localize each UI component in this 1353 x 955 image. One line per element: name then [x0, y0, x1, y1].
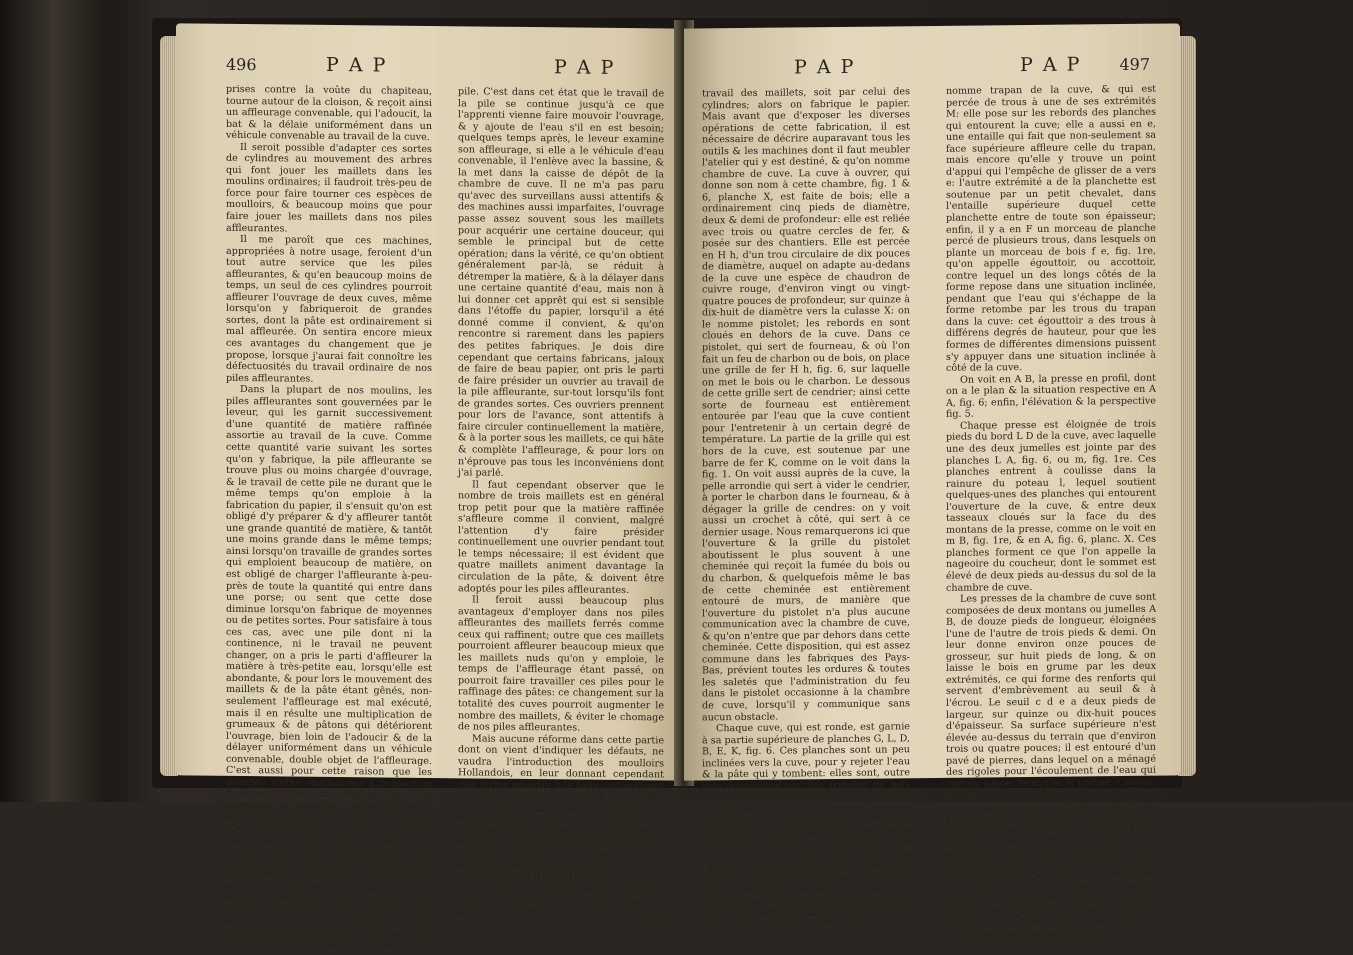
paragraph: Il faut cependant observer que le nombre de trois maillets est en général trop petit pour que la matière raffinée s'affleure comme il convient, malgré l'attention d'y faire présider continuellement une ouvrier pendant tout le temps nécessaire; il est évident que quatre maillets animent davantage la circulation de la pâte, & doivent être adoptés pour les piles affleurantes.: [458, 479, 664, 596]
paragraph: Mais aucune réforme dans cette partie dont on vient d'indiquer les défauts, ne vaudra l'introduction des moulloirs Hollandois, en leur donnant cependant une forme assortie à la force qui pourroit les faire mouvoir. J'insiste sur cette réforme, parce que je suis convaincu que cette addition faite à nos moulins à maillets, produiroit une amélioration dans nos pâtes. Amélioration dont l'examen de la plupart de nos papiers, même les plus soignés, démontre la nécessité.: [458, 733, 664, 873]
paragraph: Il feroit aussi beaucoup plus avantageux d'employer dans nos piles affleurantes des maillets ferrés comme ceux qui raffinent; outre que ces maillets pourroient affleurer beaucoup mieux que les maillets nuds qu'on y emploie, le temps de l'affleurage étant passé, on pourroit faire travailler ces piles pour le raffinage des pâtes: ce changement sur la totalité des cuves pourroit augmenter le nombre des maillets, & éviter le chomage de nos piles affleurantes.: [458, 594, 664, 734]
right-head-word-1: P A P: [794, 55, 856, 79]
left-running-head: [176, 51, 686, 84]
volume-footer: Arts & Métiers. Tom. V. Part. II.: [732, 917, 886, 931]
left-column-2: [458, 86, 664, 931]
left-page: [176, 23, 686, 952]
paragraph: pile. C'est dans cet état que le travail de la pile se continue jusqu'à ce que l'apprenti vienne faire mouvoir l'ouvrage, & y ajoute de l'eau s'il en est besoin; quelques temps après, le leveur examine son affleurage, si elle a le véhicule d'eau convenable, il l'enlève avec la bassine, & la met dans la caisse de dépôt de la chambre de cuve. Il ne m'a pas paru qu'avec des surveillans aussi attentifs & des machines aussi imparfaites, l'ouvrage passe assez souvent sous les maillets pour acquérir une certaine douceur, qui semble le principal but de cette opération; dans la vérité, ce qu'on obtient généralement par-là, se réduit à détremper la matière, & à la délayer dans une certaine quantité d'eau, mais non à lui donner cet apprêt qui est si sensible dans l'étoffe du papier, lorsqu'il a été donné comme il convient, & qu'on rencontre si rarement dans les papiers des petites fabriques. Je dois dire cependant que certains fabricans, jaloux de faire de beau papier, ont pris le parti de faire présider un ouvrier au travail de la pile affleurante, sur-tout lorsqu'ils font de grandes sortes. Ces ouvriers prennent pour lors de l'avance, sont attentifs à faire circuler continuellement la matière, & à la porter sous les maillets, ce qui hâte & complète l'affleurage, & pour lors on n'éprouve pas tous les inconvéniens dont j'ai parlé.: [458, 86, 664, 479]
left-head-word-2: P A P: [554, 56, 616, 79]
right-running-head: [684, 51, 1180, 84]
paragraph: Les presses de la chambre de cuve sont composées de deux montans ou jumelles A B, de douze pieds de longueur, éloignées l'une de l'autre de trois pieds & demi. On leur donne environ onze pouces de grosseur, sur huit pieds de long, & on laisse le bois en grume par les deux extrémités, ce qui forme des renforts qui servent d'embrèvement au seuil & à l'écrou. Le seuil c d e a deux pieds de largeur, sur quinze ou dix-huit pouces d'épaisseur. Sa surface supérieure n'est élevée au-dessus du terrain que d'environ trois ou quatre pouces; il est entouré d'un pavé de pierres, dans lequel on a ménagé des rigoles pour l'écoulement de l'eau qui sort du papier lorsqu'on le presse. L'écrou, de bois d'orme, a cinq pieds quatre pouces de longueur, sur dix-huit pouces de grosseur; il est assemblé avec les jumelles par le moyen de tenons à renfort & de boulons à vis C D. Aux faces intérieures opposées des deux jumelles, sont pratiquées deux rainures, dont on peut voir le plan fig. 6 en A A: ces rainures reçoivent les tenons du plateau ou banc de presse G H, suspendu à la tête de la vis P X, par un boulon de fer qu'on appelle moine, dont la tête appuie sous la planche N sur laquelle, lors de la pression,: [946, 591, 1156, 940]
left-head-word-1: P A P: [326, 53, 388, 77]
paragraph: Chaque cuve, qui est ronde, est garnie à sa partie supérieure de planches G, L, D, B, E, K, fig. 6. Ces planches sont un peu inclinées vers la cuve, pour y rejeter l'eau & la pâte qui y tombent: elles sont, outre cela, rebordées par des tringles de bois qui empêchent la matière de se répandre au dehors. La place B, où se met l'ouvrier, est appelée la nageoire; elle a environ vingt pouces de largeur, & les côtés environ six pouces de profondeur; les planches qui forment cette espèce de caisse, descendent jusqu'au pavé: leur sommet doit se trouver un peu plus haut que la ceinture de l'ouvrier, fig. 1re. L'ouverture de la cuve est traversée par une planche M d, qu'on: [702, 721, 910, 920]
paragraph: Chaque presse est éloignée de trois pieds du bord L D de la cuve, avec laquelle une des deux jumelles est jointe par des planches L A, fig. 6, ou m, fig. 1re. Ces planches entrent à coulisse dans la rainure du poteau l, lequel soutient quelques-unes des planches qui entourent l'ouverture de la cuve, & entre deux tasseaux cloués sur la face du des montans de la presse, comme on le voit en m B, fig. 1re, & en A, fig. 6, planc. X. Ces planches forment ce que l'on appelle la nageoire du coucheur, dont le sommet est élevé de deux pieds au-dessus du sol de la chambre de cuve.: [946, 418, 1156, 594]
paragraph: On voit en A B, la presse en profil, dont on a le plan & la situation respective en A A, fig. 6; enfin, l'élévation & la perspective fig. 5.: [946, 372, 1156, 421]
right-head-word-2: P A P: [1020, 53, 1082, 77]
paragraph: travail des maillets, soit par celui des cylindres; alors on fabrique le papier. Mais avant que d'exposer les diverses opérations de cette fabrication, il est nécessaire de décrire auparavant tous les outils & les machines dont il faut meubler l'atelier qui y est destiné, & qu'on nomme chambre de cuve. La cuve à ouvrer, qui donne son nom à cette chambre, fig. 1 & 6, planche X, est faite de bois; elle a ordinairement cinq pieds de diamètre, deux & demi de profondeur: elle est reliée avec trois ou quatre cercles de fer, & posée sur des chantiers. Elle est percée en H h, d'un trou circulaire de dix pouces de diamètre, auquel on adapte au-dedans de la cuve une espèce de chaudron de cuivre rouge, d'environ vingt ou vingt-quatre pouces de profondeur, sur quinze à dix-huit de diamètre vers la culasse X: on le nomme pistolet; les rebords en sont cloués en dehors de la cuve. Dans ce pistolet, qui sert de fourneau, & où l'on fait un feu de charbon ou de bois, on place une grille de fer H h, fig. 6, sur laquelle on met le bois ou le charbon. Le dessous de cette grille sert de cendrier; ainsi cette sorte de fourneau est entièrement entourée par l'eau que la cuve contient pour l'entretenir à un certain degré de température. La partie de la grille qui est hors de la cuve, est soutenue par une barre de fer K, comme on le voit dans la fig. 1. On voit aussi auprès de la cuve, la pelle arrondie qui sert à vider le cendrier, à porter le charbon dans le fourneau, & à dégager la grille de cendres: on y voit aussi un crochet à côté, qui sert à ce dernier usage. Nous remarquerons ici que l'ouverture & la grille du pistolet aboutissent le plus souvent à une cheminée qui reçoit la fumée du bois ou du charbon, & quelquefois même le bas de cette cheminée est entièrement entouré de murs, de manière que l'ouverture du pistolet n'a plus aucune communication avec la chambre de cuve, & qu'on n'entre que par dehors dans cette cheminée. Cette disposition, qui est assez commune dans les fabriques des Pays-Bas, prévient toutes les ordures & toutes les saletés que l'administration du feu dans le pistolet occasionne à la chambre de cuve, lorsqu'il y communique sans aucun obstacle.: [702, 86, 910, 723]
catchword: travail: [632, 919, 664, 931]
paragraph: prises contre la voûte du chapiteau, tourne autour de la cloison, & reçoit ainsi un affleurage convenable, qui l'adoucit, la bat & la délaie uniformément dans un véhicule convenable au travail de la cuve.: [226, 83, 432, 144]
paragraph: nomme trapan de la cuve, & qui est percée de trous à une de ses extrémités M: elle pose sur les rebords des planches qui entourent la cuve; elle a aussi en e, une entaille qui fait que non-seulement sa face supérieure affleure celle du trapan, mais encore qu'elle y trouve un point d'appui qui l'empêche de glisser de a vers e: l'autre extrémité a de la planchette est soutenue par un petit chevalet, dans l'entaille supérieure duquel cette planchette entre de toute son épaisseur; enfin, il y a en F un morceau de planche percé de plusieurs trous, dans lesquels on plante un morceau de bois f e, fig. 1re, qu'on appelle égouttoir, ou accottoir, contre lequel un des longs côtés de la forme repose dans une situation inclinée, pendant que l'eau qui s'échappe de la forme retombe par les trous du trapan dans la cuve: cet égouttoir a des trous à différens degrés de hauteur, pour que les formes de différentes dimensions puissent s'y appuyer dans une situation inclinée à côté de la cuve.: [946, 83, 1156, 374]
paragraph: Il me paroît que ces machines, appropriées à notre usage, feroient d'un tout autre service que les piles affleurantes, & qu'en beaucoup moins de temps, un seul de ces cylindres pourroit affleurer l'ouvrage de deux cuves, même lorsqu'on y fabriqueroit de grandes sortes, dont la pâte est ordinairement si mal affleurée. On sentira encore mieux ces avantages du changement que je propose, lorsque j'aurai fait connoître les défectuosités du travail ordinaire de nos piles affleurantes.: [226, 234, 432, 385]
paragraph: Dans la plupart de nos moulins, les piles affleurantes sont gouvernées par le leveur, qui les garnit successivement d'une quantité de matière raffinée assortie au travail de la cuve. Comme cette quantité varie suivant les sortes qu'on y fabrique, la pile affleurante se trouve plus ou moins chargée d'ouvrage, & le travail de cette pile ne durant que le même temps qu'on emploie à la fabrication du papier, il s'ensuit qu'on est obligé d'y préparer & d'y affleurer tantôt une grande quantité de matière, & tantôt une moins grande dans le même temps; ainsi lorsqu'on travaille de grandes sortes qui emploient beaucoup de matière, on est obligé de charger l'affleurante à-peu-près de toute la quantité qui entre dans une porse; ou sent que cette dose diminue lorsqu'on fabrique de moyennes ou de petites sortes. Pour satisfaire à tous ces cas, avec une pile dont ni la continence, ni le travail ne peuvent changer, on a pris le parti d'affleurer la matière à très-petite eau, lorsqu'elle est abondante, & pour lors le mouvement des maillets & de la pâte étant gênés, non-seulement l'affleurage est mal exécuté, mais il en résulte une multiplication de grumeaux & de pâtons qui détériorent l'ouvrage, bien loin de l'adoucir & de la délayer uniformément dans un véhicule convenable, double objet de l'affleurage. C'est aussi pour cette raison que les grandes sortes contiennent à proportion beaucoup plus de pâtons que les moyennes & les petites, & que leur grain est dur, inégal & plein d'aspérités, & cela n'est pas étonnant; car dans le travail ordinaire de l'affleurante, le leveur la charge d'une pâte raffinée en gros matons à sec, qu'il détrempe assez grossièrement dans une ou deux bassines d'eau, puis mettant en jeu les maillets, & poussant la matière tout autour, il en favorise comme il peut la circulation; enfin, il ouvre la fontanelle pour augmenter insensiblement l'eau, & aider les mouvemens de la pâte dans la: [226, 384, 432, 952]
right-column-2: [946, 84, 1156, 952]
paragraph: Il seroit possible d'adapter ces sortes de cylindres au mouvement des arbres qui font jouer les maillets dans les moulins ordinaires; il faudroit très-peu de force pour faire tourner ces espèces de moulloirs, & beaucoup moins que pour faire jouer les maillets dans nos piles affleurantes.: [226, 141, 432, 235]
right-page: [684, 23, 1180, 950]
left-page-number: 496: [226, 54, 257, 75]
page-edges-right: [1178, 36, 1196, 776]
right-column-1: [702, 86, 910, 931]
right-page-number: 497: [1119, 54, 1150, 75]
paragraph: Lorsque la matière dont doit être formé le papier est à son point de perfection, soit par le: [458, 883, 664, 919]
section-title: CHAMBRE DE CUVE.: [494, 871, 628, 884]
left-column-1: [226, 84, 432, 952]
signature-mark: R r r: [1133, 938, 1156, 950]
